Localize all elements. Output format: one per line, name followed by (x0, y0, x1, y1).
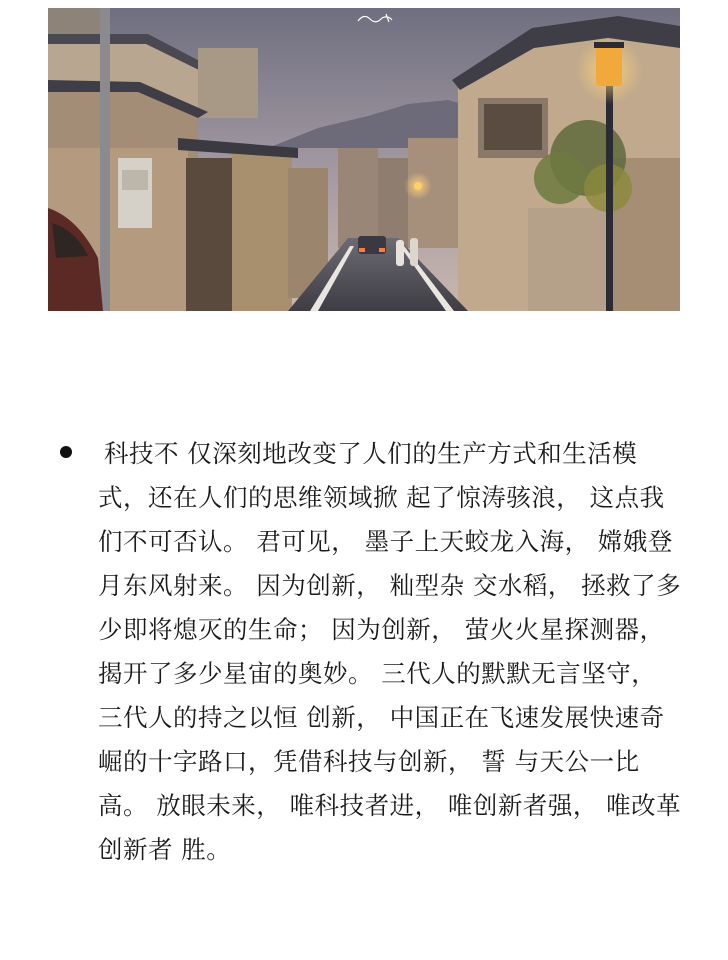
paragraph-line: 高。 放眼未来， 唯科技者进， 唯创新者强， 唯改革 (98, 791, 682, 820)
paragraph-line: 科技不 仅深刻地改变了人们的生产方式和生活模 (104, 439, 638, 468)
paragraph (98, 432, 682, 872)
paragraph-line: 少即将熄灭的生命； 因为创新， 萤火火星探测器， (98, 615, 665, 644)
paragraph-line: 们不可否认。 君可见， 墨子上天蛟龙入海， 嫦娥登 (98, 527, 673, 556)
paragraph-line: 月东风射来。 因为创新， 籼型杂 交水稻， 拯救了多 (98, 571, 682, 600)
paragraph-line: 揭开了多少星宙的奥妙。 三代人的默默无言坚守， (98, 659, 657, 688)
paragraph-line: 崛的十字路口，凭借科技与创新， 誓 与天公一比 (98, 747, 640, 776)
paragraph-line: 创新者 胜。 (98, 835, 232, 864)
street-photo-illustration (48, 8, 680, 311)
paragraph-line: 式，还在人们的思维领域掀 起了惊涛骇浪， 这点我 (98, 483, 665, 512)
bullet-dot-icon (60, 446, 72, 458)
watermark-signature (356, 10, 396, 26)
street-photo (48, 8, 680, 311)
paragraph-line: 三代人的持之以恒 创新， 中国正在飞速发展快速奇 (98, 703, 665, 732)
